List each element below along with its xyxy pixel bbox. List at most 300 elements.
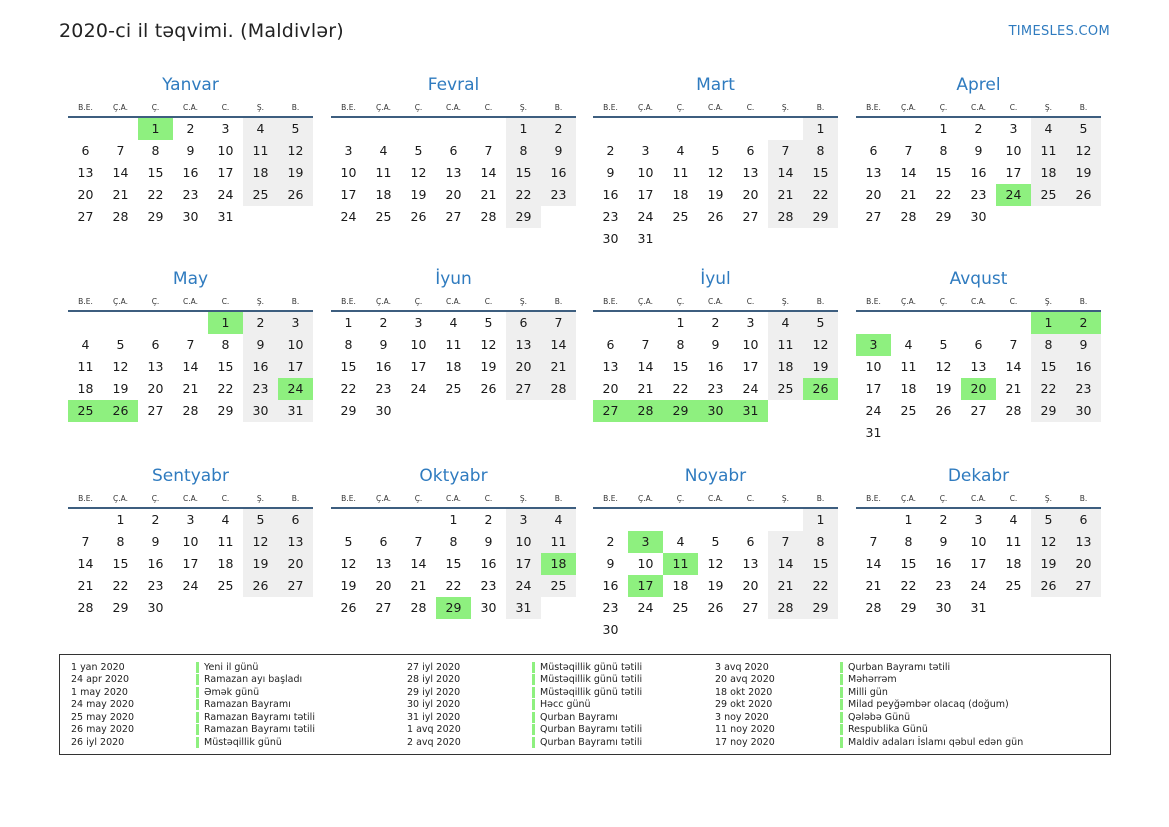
empty-cell [628, 312, 663, 334]
month-name: Fevral [427, 75, 480, 95]
day-cell: 27 [278, 575, 313, 597]
weekday-header [331, 100, 576, 118]
day-cell: 21 [637, 381, 654, 396]
weekday-label: B. [554, 494, 563, 503]
day-cell: 21 [182, 381, 199, 396]
day-cell: 6 [379, 534, 388, 549]
weekday-label: Ç.A. [375, 297, 391, 306]
legend-holiday-name: Qurban Bayramı tətili [848, 661, 951, 673]
day-cell: 10 [637, 556, 654, 571]
weekday-label: B. [291, 297, 300, 306]
day-cell: 14 [900, 165, 917, 180]
legend-item [396, 674, 642, 687]
day-cell: 12 [1066, 140, 1101, 162]
legend-color-marker [840, 712, 843, 723]
legend-date: 18 okt 2020 [715, 686, 773, 698]
day-cell: 27 [970, 403, 987, 418]
day-cell: 5 [939, 337, 948, 352]
day-cell: 1 [676, 315, 685, 330]
legend-item [396, 736, 642, 749]
legend-holiday-name: Məhərrəm [848, 674, 897, 686]
day-cell: 4 [676, 534, 685, 549]
day-cell: 10 [340, 165, 357, 180]
day-cell: 16 [243, 356, 278, 378]
day-cell: 5 [1031, 509, 1066, 531]
weekday-label: Ş. [781, 494, 790, 503]
weekday-label: Ç.A. [112, 297, 128, 306]
day-cell: 22 [1031, 378, 1066, 400]
weekday-label: C.A. [182, 494, 198, 503]
day-cell: 6 [81, 143, 90, 158]
weekday-label: Ş. [256, 494, 265, 503]
day-cell: 30 [182, 209, 199, 224]
day-grid [593, 118, 838, 250]
day-cell: 26 [707, 600, 724, 615]
day-cell: 2 [151, 512, 160, 527]
day-cell: 27 [865, 209, 882, 224]
day-cell: 13 [147, 359, 164, 374]
day-cell: 16 [602, 187, 619, 202]
day-cell: 4 [1031, 118, 1066, 140]
legend-item [60, 724, 315, 737]
day-cell: 4 [768, 312, 803, 334]
weekday-label: B. [816, 103, 825, 112]
day-cell: 5 [344, 534, 353, 549]
legend-color-marker [196, 674, 199, 685]
day-cell: 5 [116, 337, 125, 352]
day-cell: 17 [217, 165, 234, 180]
holiday-day: 24 [278, 378, 313, 400]
month-name: Oktyabr [419, 466, 488, 486]
day-cell: 2 [243, 312, 278, 334]
legend-holiday-name: Müstəqillik günü tətili [540, 686, 643, 698]
day-cell: 17 [506, 553, 541, 575]
month-9 [331, 465, 576, 619]
legend-color-marker [532, 712, 535, 723]
legend-date: 11 noy 2020 [715, 724, 775, 736]
legend-date: 24 may 2020 [71, 699, 135, 711]
day-cell: 13 [278, 531, 313, 553]
legend-item [396, 686, 642, 699]
day-cell: 30 [602, 231, 619, 246]
weekday-label: C. [1009, 297, 1018, 306]
day-cell: 28 [480, 209, 497, 224]
day-cell: 15 [217, 359, 234, 374]
empty-cell [768, 118, 803, 140]
day-cell: 15 [112, 556, 129, 571]
weekday-label: B. [1079, 494, 1088, 503]
day-grid [331, 509, 576, 619]
empty-cell [856, 509, 891, 531]
legend-item [396, 724, 642, 737]
day-cell: 19 [243, 553, 278, 575]
empty-cell [698, 118, 733, 140]
legend-date: 26 iyl 2020 [71, 736, 125, 748]
legend-holiday-name: Qurban Bayramı tətili [540, 736, 643, 748]
day-grid [331, 312, 576, 422]
day-cell: 30 [243, 400, 278, 422]
day-cell: 11 [768, 334, 803, 356]
day-cell: 1 [803, 118, 838, 140]
holiday-day: 2 [1066, 312, 1101, 334]
day-cell: 30 [970, 209, 987, 224]
legend-color-marker [840, 699, 843, 710]
day-cell: 22 [445, 578, 462, 593]
day-cell: 8 [904, 534, 913, 549]
empty-cell [733, 118, 768, 140]
day-cell: 8 [506, 140, 541, 162]
day-cell: 2 [939, 512, 948, 527]
day-cell: 26 [1031, 575, 1066, 597]
day-cell: 15 [672, 359, 689, 374]
day-cell: 29 [217, 403, 234, 418]
day-cell: 14 [768, 553, 803, 575]
day-cell: 6 [606, 337, 615, 352]
day-cell: 9 [939, 534, 948, 549]
day-cell: 24 [410, 381, 427, 396]
day-cell: 23 [970, 187, 987, 202]
weekday-label: Ş. [519, 494, 528, 503]
day-cell: 23 [935, 578, 952, 593]
holiday-day: 24 [996, 184, 1031, 206]
holiday-day: 29 [436, 597, 471, 619]
day-cell: 22 [900, 578, 917, 593]
day-cell: 12 [707, 556, 724, 571]
day-cell: 25 [672, 209, 689, 224]
day-cell: 20 [375, 578, 392, 593]
day-cell: 15 [340, 359, 357, 374]
day-cell: 12 [803, 334, 838, 356]
empty-cell [68, 118, 103, 140]
day-cell: 25 [672, 600, 689, 615]
empty-cell [698, 509, 733, 531]
day-cell: 28 [768, 597, 803, 619]
page-title: 2020-ci il təqvimi. (Maldivlər) [59, 20, 344, 42]
empty-cell [366, 509, 401, 531]
day-cell: 10 [637, 165, 654, 180]
empty-cell [996, 312, 1031, 334]
legend-date: 1 avq 2020 [407, 724, 461, 736]
day-cell: 12 [480, 337, 497, 352]
legend-color-marker [196, 687, 199, 698]
day-cell: 18 [445, 359, 462, 374]
day-cell: 6 [506, 312, 541, 334]
day-cell: 4 [676, 143, 685, 158]
day-cell: 26 [243, 575, 278, 597]
weekday-label: B.E. [603, 297, 618, 306]
day-cell: 11 [900, 359, 917, 374]
day-cell: 12 [410, 165, 427, 180]
weekday-label: Ç.A. [112, 103, 128, 112]
legend-color-marker [196, 724, 199, 735]
empty-cell [628, 509, 663, 531]
day-cell: 21 [900, 187, 917, 202]
day-cell: 13 [970, 359, 987, 374]
holiday-day: 31 [733, 400, 768, 422]
legend-item [60, 661, 315, 674]
weekday-label: Ç. [151, 297, 160, 306]
weekday-label: Ç.A. [900, 297, 916, 306]
weekday-label: Ç. [676, 494, 685, 503]
empty-cell [961, 312, 996, 334]
brand-link[interactable]: TIMESLES.COM [1008, 24, 1110, 39]
day-cell: 10 [182, 534, 199, 549]
day-cell: 7 [1009, 337, 1018, 352]
weekday-label: Ş. [781, 297, 790, 306]
day-cell: 13 [77, 165, 94, 180]
day-cell: 21 [77, 578, 94, 593]
weekday-label: B.E. [866, 494, 881, 503]
day-cell: 4 [904, 337, 913, 352]
legend-color-marker [532, 699, 535, 710]
day-cell: 7 [414, 534, 423, 549]
day-cell: 21 [865, 578, 882, 593]
legend-holiday-name: Qurban Bayramı tətili [540, 724, 643, 736]
day-cell: 27 [1066, 575, 1101, 597]
day-cell: 9 [541, 140, 576, 162]
day-cell: 28 [900, 209, 917, 224]
weekday-label: C. [221, 494, 230, 503]
day-cell: 21 [1005, 381, 1022, 396]
day-cell: 24 [637, 209, 654, 224]
day-cell: 28 [112, 209, 129, 224]
day-cell: 3 [641, 143, 650, 158]
holiday-day: 26 [803, 378, 838, 400]
legend-date: 25 may 2020 [71, 711, 135, 723]
day-cell: 25 [900, 403, 917, 418]
day-cell: 21 [768, 575, 803, 597]
day-cell: 13 [742, 165, 759, 180]
legend-holiday-name: Müstəqillik günü [204, 736, 282, 748]
day-cell: 1 [116, 512, 125, 527]
day-cell: 28 [768, 206, 803, 228]
legend-date: 20 avq 2020 [715, 674, 775, 686]
day-grid [68, 509, 313, 619]
day-cell: 24 [506, 575, 541, 597]
day-cell: 6 [1066, 509, 1101, 531]
weekday-label: Ş. [256, 103, 265, 112]
day-cell: 11 [1005, 534, 1022, 549]
day-cell: 23 [375, 381, 392, 396]
day-cell: 9 [379, 337, 388, 352]
empty-cell [331, 509, 366, 531]
holiday-day: 18 [541, 553, 576, 575]
legend-date: 31 iyl 2020 [407, 711, 461, 723]
day-cell: 8 [449, 534, 458, 549]
legend-date: 27 iyl 2020 [407, 661, 461, 673]
day-cell: 20 [865, 187, 882, 202]
legend-item [704, 661, 1023, 674]
day-cell: 9 [606, 556, 615, 571]
day-cell: 7 [541, 312, 576, 334]
day-cell: 30 [1066, 400, 1101, 422]
day-cell: 18 [1005, 556, 1022, 571]
day-cell: 10 [742, 337, 759, 352]
day-cell: 13 [506, 334, 541, 356]
weekday-label: C. [484, 494, 493, 503]
day-cell: 6 [746, 143, 755, 158]
day-cell: 2 [186, 121, 195, 136]
empty-cell [733, 509, 768, 531]
day-cell: 20 [1066, 553, 1101, 575]
weekday-label: Ç.A. [112, 494, 128, 503]
day-cell: 3 [344, 143, 353, 158]
day-cell: 22 [506, 184, 541, 206]
legend-color-marker [196, 662, 199, 673]
day-cell: 27 [77, 209, 94, 224]
day-cell: 28 [410, 600, 427, 615]
legend-holiday-name: Respublika Günü [848, 724, 928, 736]
day-cell: 3 [506, 509, 541, 531]
day-cell: 12 [1031, 531, 1066, 553]
day-cell: 16 [480, 556, 497, 571]
day-cell: 15 [147, 165, 164, 180]
holiday-day: 28 [628, 400, 663, 422]
day-cell: 22 [935, 187, 952, 202]
day-cell: 26 [707, 209, 724, 224]
day-cell: 11 [541, 531, 576, 553]
day-cell: 9 [243, 334, 278, 356]
weekday-label: Ş. [1044, 494, 1053, 503]
legend-holiday-name: Ramazan Bayramı tətili [204, 724, 315, 736]
holiday-day: 3 [628, 531, 663, 553]
day-cell: 19 [410, 187, 427, 202]
weekday-label: B.E. [341, 103, 356, 112]
legend-holiday-name: Əmək günü [204, 686, 260, 698]
day-grid [856, 118, 1101, 228]
legend-color-marker [840, 724, 843, 735]
day-cell: 6 [869, 143, 878, 158]
empty-cell [593, 509, 628, 531]
month-name: Aprel [956, 75, 1001, 95]
empty-cell [891, 118, 926, 140]
day-cell: 15 [506, 162, 541, 184]
weekday-label: B.E. [866, 103, 881, 112]
day-cell: 11 [375, 165, 392, 180]
day-cell: 7 [484, 143, 493, 158]
weekday-label: B. [816, 297, 825, 306]
holiday-day: 27 [593, 400, 628, 422]
legend-item [704, 736, 1023, 749]
weekday-label: C.A. [445, 297, 461, 306]
day-cell: 13 [1066, 531, 1101, 553]
day-cell: 18 [243, 162, 278, 184]
weekday-label: B.E. [603, 103, 618, 112]
weekday-label: C. [746, 494, 755, 503]
legend-date: 1 may 2020 [71, 686, 128, 698]
holiday-day: 1 [138, 118, 173, 140]
day-cell: 28 [541, 378, 576, 400]
day-cell: 28 [865, 600, 882, 615]
weekday-label: C. [484, 103, 493, 112]
day-cell: 30 [480, 600, 497, 615]
weekday-label: B.E. [341, 494, 356, 503]
empty-cell [593, 118, 628, 140]
legend-color-marker [196, 699, 199, 710]
legend-date: 28 iyl 2020 [407, 674, 461, 686]
month-name: Mart [696, 75, 735, 95]
legend-date: 1 yan 2020 [71, 661, 125, 673]
day-cell: 9 [1066, 334, 1101, 356]
day-cell: 14 [541, 334, 576, 356]
weekday-label: B. [1079, 103, 1088, 112]
day-cell: 23 [602, 600, 619, 615]
weekday-label: C.A. [970, 297, 986, 306]
day-cell: 16 [935, 556, 952, 571]
weekday-header [856, 100, 1101, 118]
legend-date: 29 okt 2020 [715, 699, 773, 711]
weekday-label: Ş. [1044, 103, 1053, 112]
weekday-label: Ç.A. [900, 103, 916, 112]
day-cell: 3 [221, 121, 230, 136]
day-cell: 12 [340, 556, 357, 571]
legend-item [60, 699, 315, 712]
day-cell: 29 [112, 600, 129, 615]
day-cell: 17 [742, 359, 759, 374]
weekday-label: C.A. [970, 494, 986, 503]
day-cell: 9 [974, 143, 983, 158]
day-cell: 4 [243, 118, 278, 140]
day-cell: 24 [970, 578, 987, 593]
day-cell: 18 [1031, 162, 1066, 184]
day-cell: 29 [1031, 400, 1066, 422]
day-cell: 5 [278, 118, 313, 140]
weekday-label: C.A. [445, 494, 461, 503]
month-name: Dekabr [947, 466, 1010, 486]
legend-holiday-name: Yeni il günü [204, 661, 259, 673]
day-cell: 16 [707, 359, 724, 374]
day-cell: 4 [1009, 512, 1018, 527]
day-cell: 16 [147, 556, 164, 571]
day-cell: 5 [414, 143, 423, 158]
legend-item [60, 711, 315, 724]
day-cell: 10 [865, 359, 882, 374]
day-cell: 3 [278, 312, 313, 334]
holiday-day: 3 [856, 334, 891, 356]
day-cell: 24 [865, 403, 882, 418]
holiday-day: 30 [698, 400, 733, 422]
day-cell: 1 [803, 509, 838, 531]
day-cell: 29 [935, 209, 952, 224]
weekday-label: C.A. [707, 297, 723, 306]
empty-cell [593, 312, 628, 334]
day-cell: 2 [711, 315, 720, 330]
day-cell: 11 [1031, 140, 1066, 162]
day-grid [856, 312, 1101, 444]
legend-item [396, 711, 642, 724]
legend-date: 3 noy 2020 [715, 711, 769, 723]
month-7 [856, 268, 1101, 444]
weekday-label: Ş. [519, 103, 528, 112]
day-grid [593, 509, 838, 641]
holiday-day: 29 [663, 400, 698, 422]
day-cell: 11 [672, 165, 689, 180]
empty-cell [471, 118, 506, 140]
empty-cell [138, 312, 173, 334]
holiday-day: 1 [1031, 312, 1066, 334]
day-cell: 19 [935, 381, 952, 396]
day-cell: 26 [340, 600, 357, 615]
weekday-label: C. [746, 103, 755, 112]
day-cell: 2 [606, 534, 615, 549]
day-cell: 29 [803, 206, 838, 228]
day-cell: 24 [182, 578, 199, 593]
day-grid [856, 509, 1101, 619]
legend-item [704, 711, 1023, 724]
empty-cell [401, 509, 436, 531]
day-cell: 25 [445, 381, 462, 396]
weekday-label: Ç.A. [375, 494, 391, 503]
